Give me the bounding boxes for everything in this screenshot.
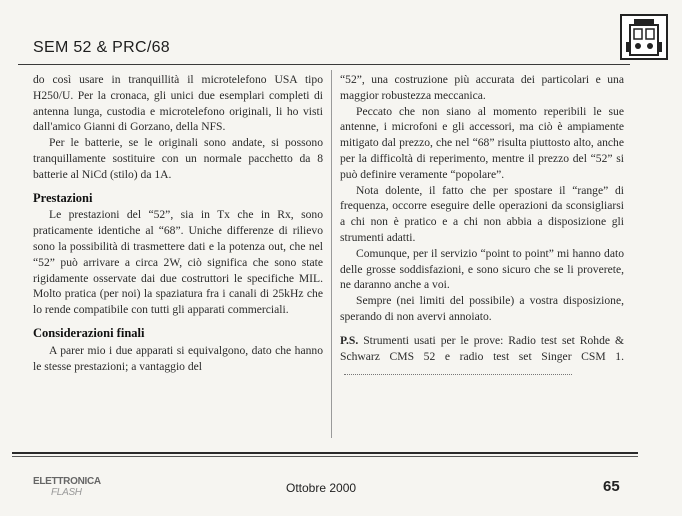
section-heading-prestazioni: Prestazioni <box>33 190 93 205</box>
page-number: 65 <box>603 478 620 495</box>
footer-brand-line2: FLASH <box>51 487 82 498</box>
ps-dotted-rule <box>344 374 572 375</box>
radio-icon <box>620 14 668 60</box>
footer-rule-thin <box>12 456 638 457</box>
footer-rule-thick <box>12 452 638 454</box>
left-paragraph-2: Per le batterie, se le originali sono andate, si possono tranquillamente sostituire con un normale pacchetto da 8 batterie al NiCd (stilo) da 1A. <box>33 136 323 181</box>
right-column <box>340 72 624 380</box>
ps-note <box>340 333 624 380</box>
section-heading-considerazioni: Considerazioni finali <box>33 325 145 340</box>
right-paragraph-3: Nota dolente, il fatto che per spostare il “range” di frequenza, occorre eseguire delle operazioni da sconsigliarsi a chi non è pratico e a chi non abbia a disposizione gli strumenti adatti. <box>340 183 624 244</box>
right-paragraph-1: “52”, una costruzione più accurata dei particolari e una maggior robustezza meccanica. <box>340 73 624 102</box>
left-paragraph-1: do così usare in tranquillità il microtelefono USA tipo H250/U. Per la cronaca, gli unici due esemplari completi di antenna lunga, custodia e microtelefono originali, li ho visti dall'amico Gianni di Gorzano, della NFS. <box>33 73 323 134</box>
left-paragraph-prestazioni: Le prestazioni del “52”, sia in Tx che in Rx, sono praticamente identiche al “68”. Uniche differenze di rilievo sono la possibilità di trasmettere dati e la potenza out, che nel “52” può arrivare a circa 2W, ciò significa che sono state rigidamente osservate dai due costruttori le specifiche MIL. Molto pratica (per noi) la spaziatura fra i canali di 25kHz che lo rende compatibile con tutti gli apparati commerciali. <box>33 208 323 317</box>
right-paragraph-4: Comunque, per il servizio “point to point” mi hanno dato delle grosse soddisfazioni, e sono sicuro che se li proverete, ne daranno anche a voi. <box>340 246 624 292</box>
right-paragraph-5: Sempre (nei limiti del possibile) a vostra disposizione, sperando di non avervi annoiato. <box>340 294 624 323</box>
footer-date: Ottobre 2000 <box>286 481 357 495</box>
footer-brand-logo <box>33 476 101 498</box>
ps-text: Strumenti usati per le prove: Radio test set Rohde & Schwarz CMS 52 e radio test set Singer CSM 1. <box>340 333 624 363</box>
page-header-title: SEM 52 & PRC/68 <box>33 39 170 56</box>
column-divider <box>331 70 332 438</box>
header-rule <box>18 64 630 65</box>
ps-label: P.S. <box>340 333 359 347</box>
left-paragraph-considerazioni: A parer mio i due apparati si equivalgono, dato che hanno le stesse prestazioni; a vantaggio del <box>33 343 323 373</box>
footer-brand-line1: ELETTRONICA <box>33 476 101 487</box>
right-paragraph-2: Peccato che non siano al momento reperibili le sue antenne, i microfoni e gli accessori, ma ciò è ampiamente mitigato dal prezzo, che nel “68” risulta piuttosto alto, anche per la difficoltà di reperimento, mentre il prezzo del “52” si può definire veramente “popolare”. <box>340 104 624 181</box>
left-column <box>33 72 323 374</box>
